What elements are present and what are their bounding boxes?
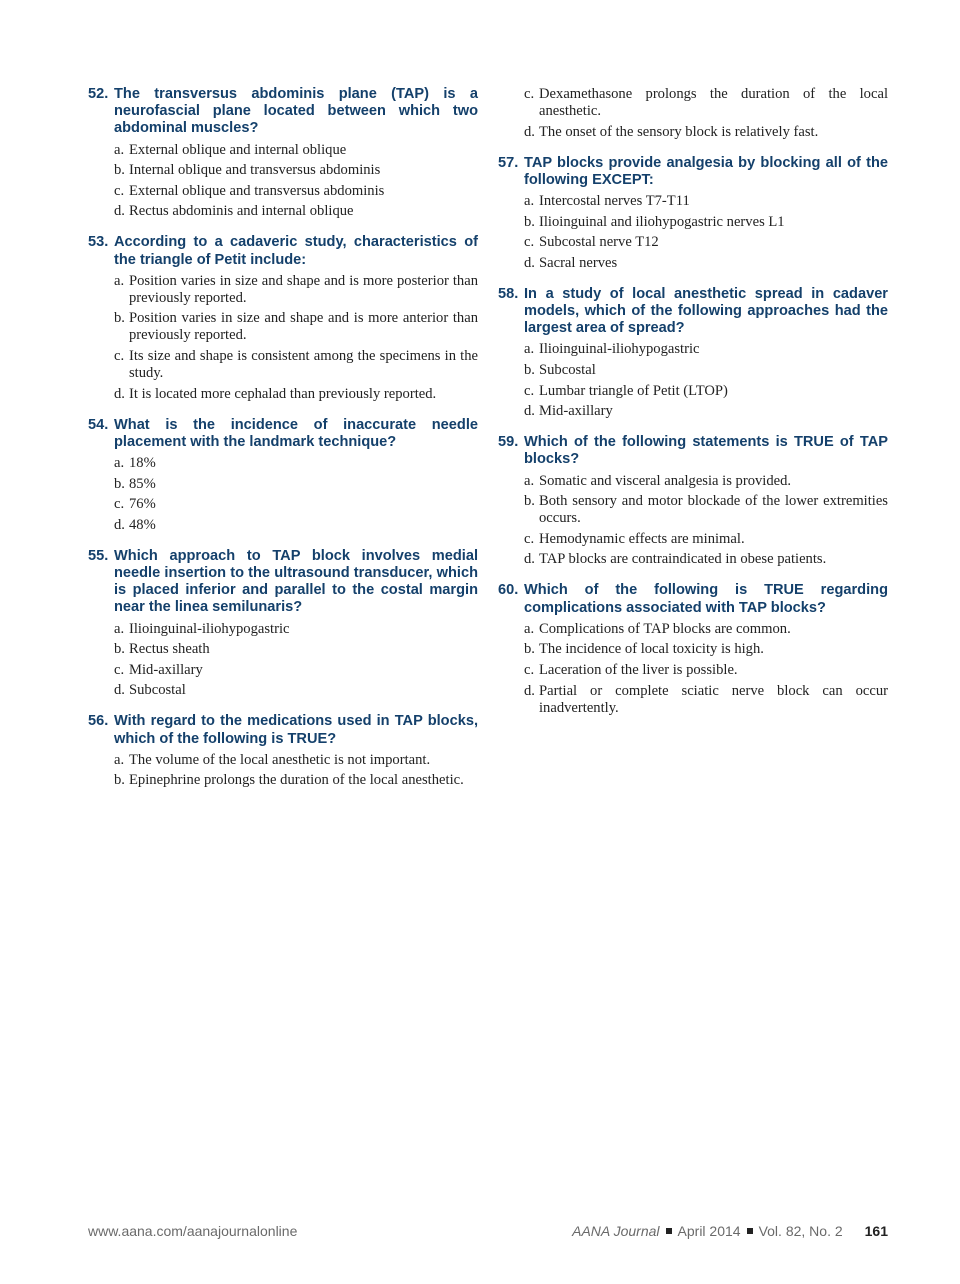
option-text: Subcostal: [539, 361, 596, 378]
question-item: [88, 234, 478, 402]
answer-option: [114, 496, 478, 513]
option-text: Laceration of the liver is possible.: [539, 661, 738, 678]
answer-option: [114, 682, 478, 699]
answer-option: [524, 641, 888, 658]
question-number: 54.: [88, 416, 109, 433]
answer-options-list: [114, 273, 478, 403]
answer-option: [524, 493, 888, 527]
answer-option: [524, 124, 888, 141]
footer-journal: AANA Journal: [572, 1223, 660, 1239]
answer-option: [524, 362, 888, 379]
option-letter: c.: [114, 347, 125, 364]
question-text: In a study of local anesthetic spread in cadaver models, which of the following approaches had the largest area of spread?: [524, 285, 888, 337]
option-letter: b.: [114, 475, 125, 492]
option-letter: b.: [114, 641, 125, 658]
question-stem: [498, 286, 888, 338]
answer-option: [114, 621, 478, 638]
answer-option: [114, 348, 478, 382]
option-letter: c.: [114, 182, 125, 199]
option-letter: a.: [114, 272, 125, 289]
option-letter: b.: [114, 772, 125, 789]
option-letter: d.: [114, 385, 125, 402]
option-letter: b.: [524, 361, 535, 378]
option-letter: c.: [114, 496, 125, 513]
left-column: [88, 86, 478, 803]
option-letter: d.: [114, 516, 125, 533]
option-letter: d.: [114, 682, 125, 699]
option-text: It is located more cephalad than previously reported.: [129, 385, 437, 402]
option-letter: c.: [524, 530, 535, 547]
option-text: Ilioinguinal and iliohypogastric nerves L1: [539, 213, 785, 230]
answer-options-list: [524, 341, 888, 420]
question-item: [498, 155, 888, 272]
option-text: The onset of the sensory block is relatively fast.: [539, 123, 819, 140]
question-number: 53.: [88, 234, 109, 251]
option-letter: a.: [524, 620, 535, 637]
question-stem: [498, 582, 888, 616]
option-letter: a.: [114, 620, 125, 637]
option-text: Subcostal: [129, 682, 186, 699]
option-text: Ilioinguinal-iliohypogastric: [129, 620, 290, 637]
answer-option: [524, 662, 888, 679]
option-letter: b.: [524, 493, 535, 510]
answer-option: [114, 203, 478, 220]
answer-options-list: [114, 621, 478, 700]
footer-date: April 2014: [677, 1223, 741, 1239]
option-text: Both sensory and motor blockade of the lower extremities occurs.: [539, 493, 888, 527]
answer-option: [114, 476, 478, 493]
answer-option: [524, 383, 888, 400]
question-text: Which approach to TAP block involves medial needle insertion to the ultrasound transducer, which is placed inferior and parallel to the costal margin near the linea semilunaris?: [114, 547, 478, 616]
option-letter: d.: [524, 403, 535, 420]
answer-option: [114, 310, 478, 344]
question-item: [88, 548, 478, 700]
option-text: Dexamethasone prolongs the duration of the local anesthetic.: [539, 86, 888, 119]
option-text: Its size and shape is consistent among the specimens in the study.: [129, 347, 478, 381]
option-text: TAP blocks are contraindicated in obese patients.: [539, 551, 827, 568]
question-number: 56.: [88, 713, 109, 730]
option-text: External oblique and transversus abdominis: [129, 182, 385, 199]
answer-options-list: [524, 193, 888, 272]
option-letter: b.: [114, 162, 125, 179]
answer-option: [114, 162, 478, 179]
answer-options-list: [114, 455, 478, 534]
question-number: 55.: [88, 547, 109, 564]
answer-options-list: [114, 752, 478, 790]
answer-option: [114, 517, 478, 534]
question-number: 57.: [498, 154, 519, 171]
option-letter: a.: [114, 141, 125, 158]
option-text: 18%: [129, 454, 156, 471]
option-text: Ilioinguinal-iliohypogastric: [539, 341, 700, 358]
option-letter: a.: [524, 472, 535, 489]
question-stem: [88, 234, 478, 268]
question-item: [88, 417, 478, 534]
question-item: [498, 434, 888, 568]
question-text: TAP blocks provide analgesia by blocking all of the following EXCEPT:: [524, 154, 888, 188]
option-letter: a.: [114, 454, 125, 471]
option-text: Mid-axillary: [539, 403, 613, 420]
answer-option: [114, 662, 478, 679]
answer-option: [114, 641, 478, 658]
bullet-separator-icon: [747, 1228, 753, 1234]
answer-options-list: [524, 473, 888, 569]
question-text: With regard to the medications used in TAP blocks, which of the following is TRUE?: [114, 713, 478, 747]
answer-option: [524, 683, 888, 717]
answer-option: [524, 473, 888, 490]
answer-option: [114, 455, 478, 472]
option-letter: d.: [524, 123, 535, 140]
question-text: The transversus abdominis plane (TAP) is a neurofascial plane located between which two abdominal muscles?: [114, 86, 478, 137]
answer-option: [114, 752, 478, 769]
question-item: [88, 713, 478, 789]
question-text: What is the incidence of inaccurate needle placement with the landmark technique?: [114, 416, 478, 450]
option-text: Complications of TAP blocks are common.: [539, 620, 791, 637]
question-stem: [88, 548, 478, 617]
question-item: [498, 582, 888, 716]
question-stem: [88, 86, 478, 138]
question-number: 58.: [498, 285, 519, 302]
answer-option: [524, 341, 888, 358]
question-number: 60.: [498, 582, 519, 599]
page-number: 161: [864, 1223, 888, 1239]
question-stem: [498, 155, 888, 189]
option-letter: a.: [524, 193, 535, 209]
option-text: Rectus sheath: [129, 641, 210, 658]
answer-option: [524, 551, 888, 568]
option-text: Mid-axillary: [129, 661, 203, 678]
option-letter: c.: [524, 382, 535, 399]
answer-option: [524, 86, 888, 120]
answer-option: [524, 214, 888, 231]
option-text: Somatic and visceral analgesia is provided.: [539, 472, 792, 489]
answer-option: [524, 255, 888, 272]
footer-volume: Vol. 82, No. 2: [758, 1223, 843, 1239]
answer-option: [114, 273, 478, 307]
option-text: Position varies in size and shape and is more anterior than previously reported.: [129, 310, 478, 344]
question-item: [88, 86, 478, 220]
option-text: Subcostal nerve T12: [539, 234, 659, 251]
option-letter: c.: [524, 86, 535, 102]
answer-options-list: [524, 621, 888, 717]
option-text: 76%: [129, 496, 156, 513]
question-number: 59.: [498, 434, 519, 451]
option-text: Hemodynamic effects are minimal.: [539, 530, 745, 547]
question-stem: [498, 434, 888, 468]
answer-option: [524, 531, 888, 548]
footer-url: www.aana.com/aanajournalonline: [88, 1223, 298, 1239]
answer-option: [524, 403, 888, 420]
right-column: [498, 86, 888, 731]
option-letter: d.: [524, 682, 535, 699]
option-text: Sacral nerves: [539, 254, 618, 271]
answer-option: [524, 234, 888, 251]
answer-options-list: [114, 142, 478, 221]
option-text: Internal oblique and transversus abdominis: [129, 162, 381, 179]
option-letter: a.: [524, 341, 535, 358]
option-letter: d.: [114, 203, 125, 220]
question-text: According to a cadaveric study, characteristics of the triangle of Petit include:: [114, 234, 478, 268]
option-letter: c.: [524, 234, 535, 251]
bullet-separator-icon: [666, 1228, 672, 1234]
option-text: The volume of the local anesthetic is not important.: [129, 751, 431, 768]
answer-option: [114, 183, 478, 200]
option-letter: c.: [524, 661, 535, 678]
answer-option: [114, 772, 478, 789]
option-text: 48%: [129, 516, 156, 533]
question-stem: [88, 417, 478, 451]
question-number: 52.: [88, 86, 109, 102]
question-text: Which of the following is TRUE regarding complications associated with TAP blocks?: [524, 582, 888, 616]
continued-options-list: [524, 86, 888, 141]
option-text: The incidence of local toxicity is high.: [539, 641, 764, 658]
option-text: Position varies in size and shape and is more posterior than previously reported.: [129, 272, 478, 306]
answer-option: [524, 621, 888, 638]
page-footer: [88, 1223, 888, 1241]
option-letter: d.: [524, 551, 535, 568]
option-letter: b.: [524, 213, 535, 230]
option-letter: b.: [524, 641, 535, 658]
option-text: Lumbar triangle of Petit (LTOP): [539, 382, 728, 399]
option-text: Rectus abdominis and internal oblique: [129, 203, 354, 220]
option-text: External oblique and internal oblique: [129, 141, 347, 158]
answer-option: [524, 193, 888, 210]
question-text: Which of the following statements is TRUE of TAP blocks?: [524, 434, 888, 468]
option-text: 85%: [129, 475, 156, 492]
answer-option: [114, 142, 478, 159]
option-letter: a.: [114, 751, 125, 768]
option-letter: c.: [114, 661, 125, 678]
question-item: [498, 286, 888, 420]
option-text: Epinephrine prolongs the duration of the local anesthetic.: [129, 772, 464, 789]
option-letter: d.: [524, 254, 535, 271]
question-stem: [88, 713, 478, 747]
option-text: Partial or complete sciatic nerve block can occur inadvertently.: [539, 682, 888, 716]
option-text: Intercostal nerves T7-T11: [539, 193, 690, 209]
answer-option: [114, 386, 478, 403]
option-letter: b.: [114, 310, 125, 327]
footer-citation: [572, 1223, 888, 1239]
